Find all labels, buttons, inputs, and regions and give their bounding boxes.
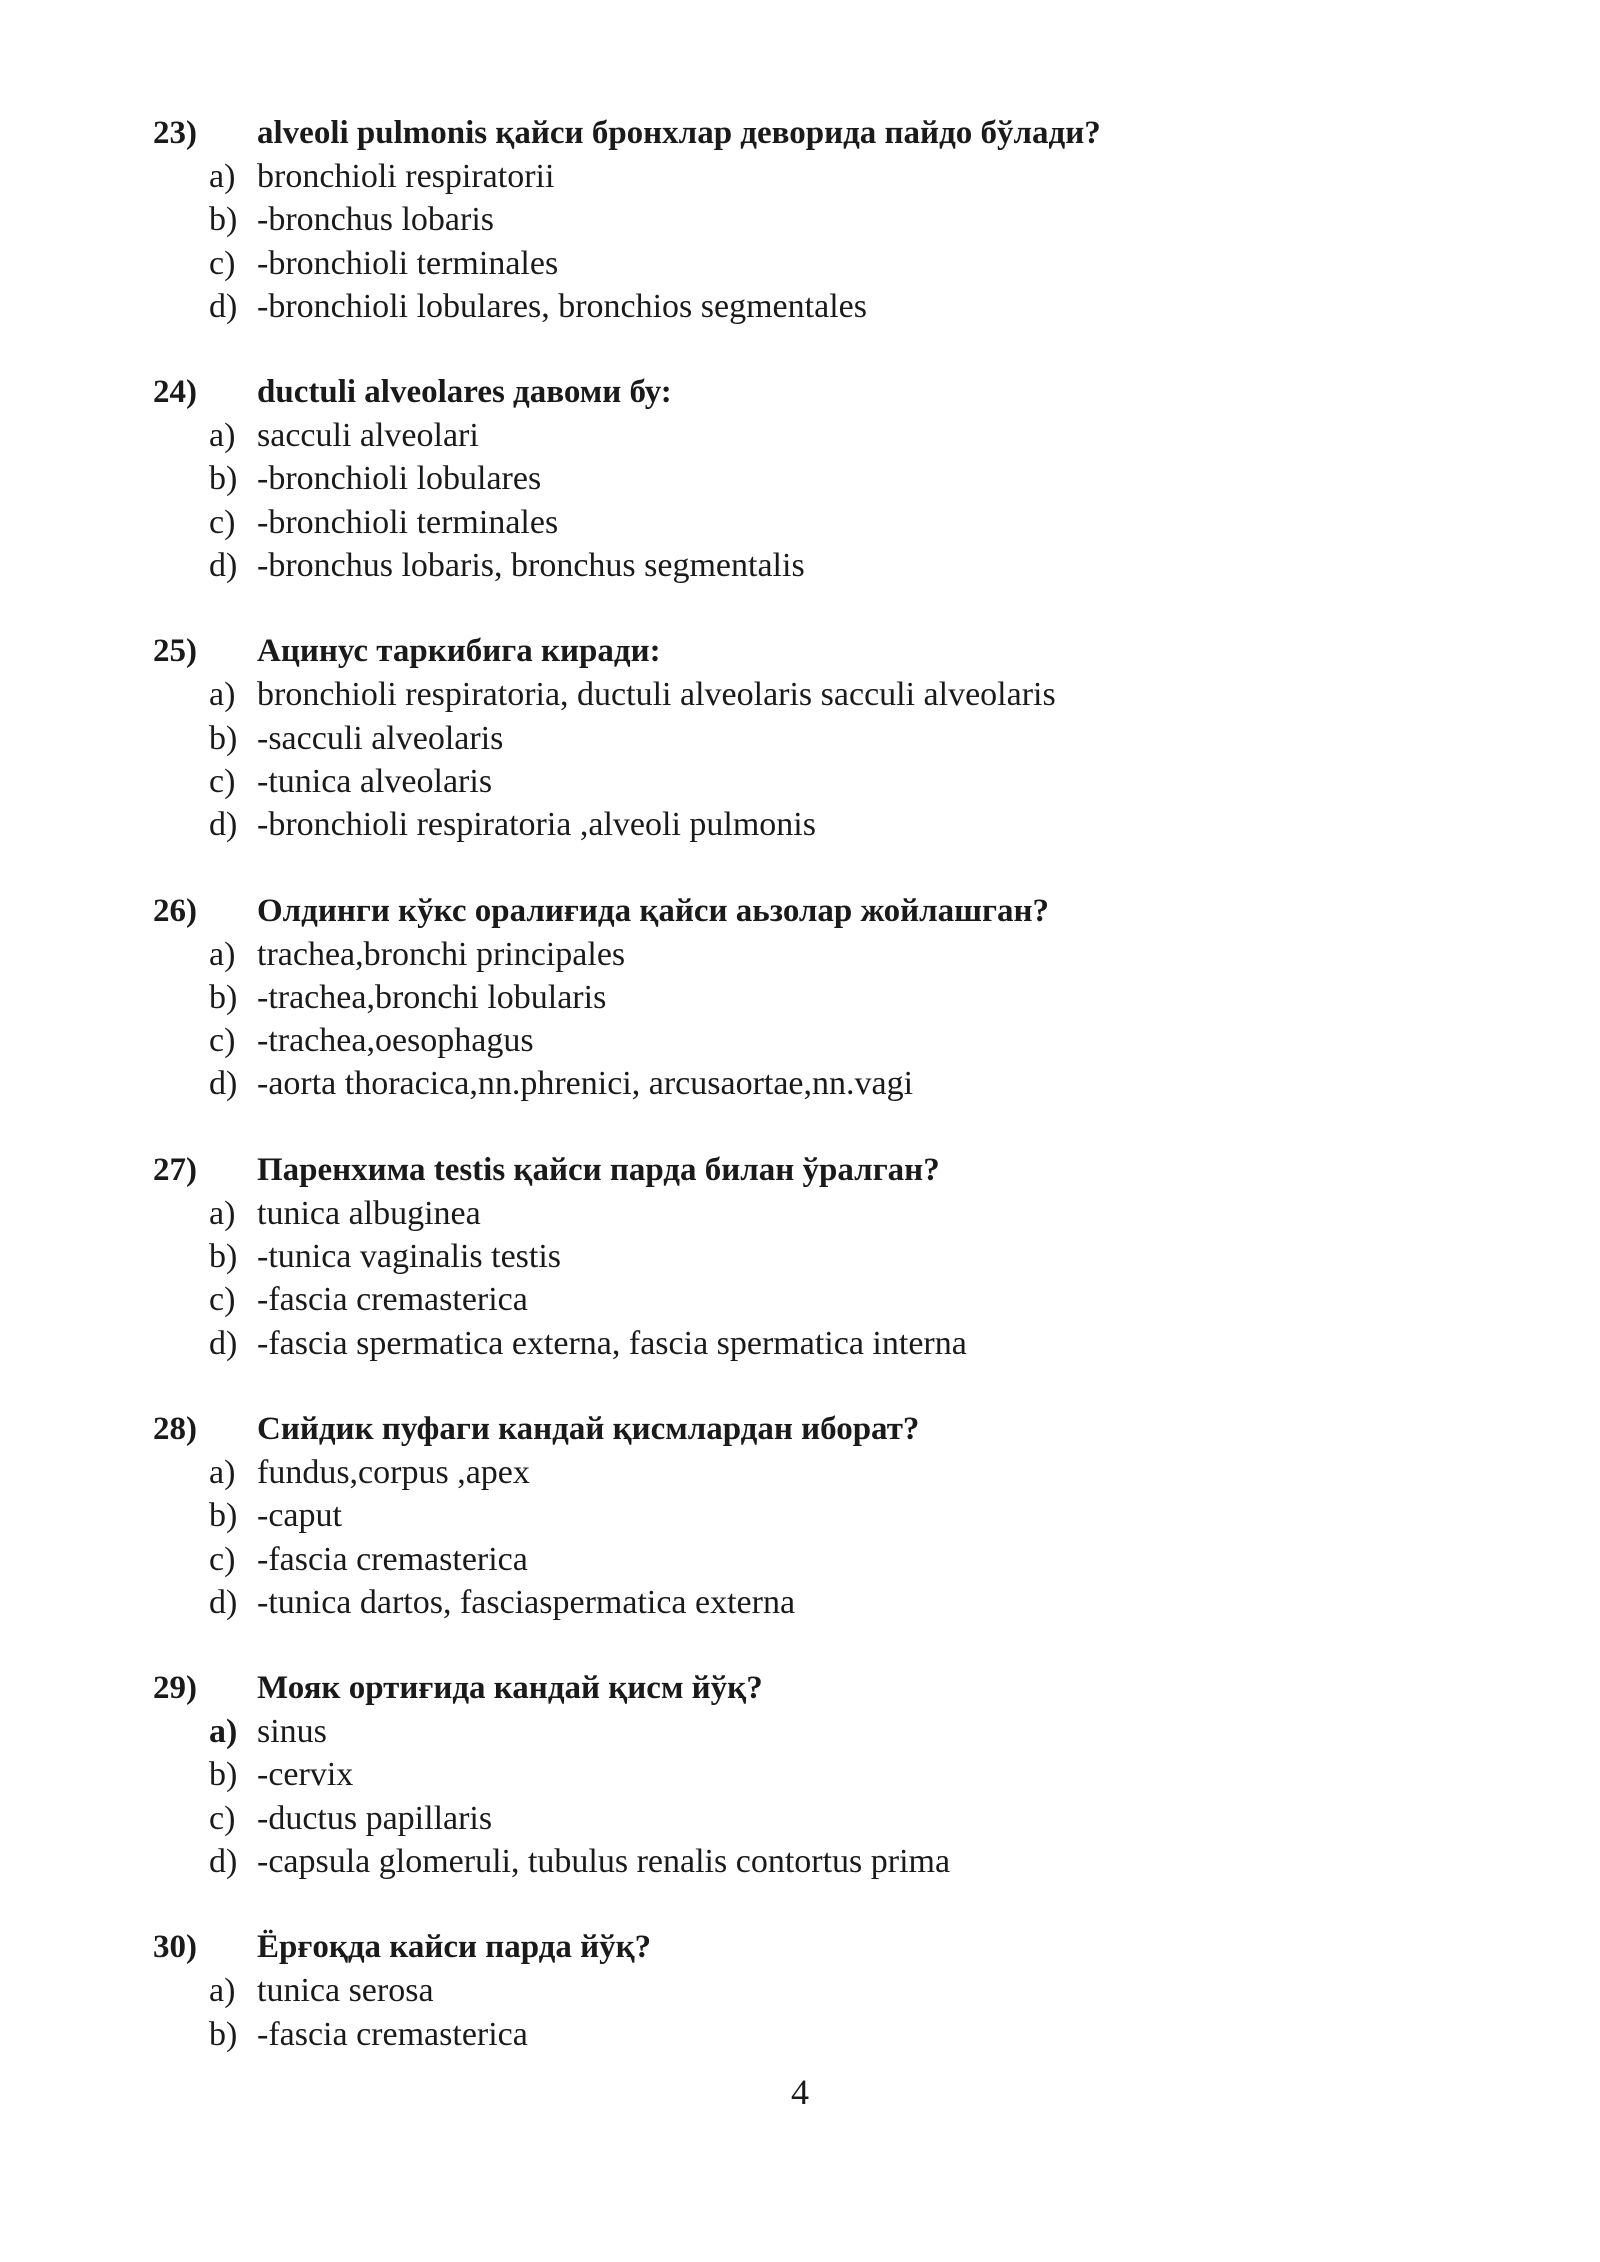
- answer-option: [153, 457, 1453, 500]
- option-text: -cervix: [257, 1756, 354, 1794]
- option-text: -trachea,bronchi lobularis: [257, 978, 607, 1016]
- option-text: bronchioli respiratoria, ductuli alveolaris sacculi alveolaris: [257, 676, 1056, 714]
- question-text: ductuli alveolares давоми бу:: [257, 374, 672, 411]
- option-letter: d): [209, 1065, 238, 1103]
- option-text: fundus,corpus ,apex: [257, 1453, 530, 1491]
- answer-option: [153, 717, 1453, 760]
- option-text: -fascia cremasterica: [257, 1540, 528, 1578]
- option-letter: d): [209, 1843, 238, 1881]
- question-heading: [153, 1149, 1453, 1192]
- question-block: [153, 1926, 1453, 2056]
- option-text: -fascia spermatica externa, fascia spermatica interna: [257, 1324, 967, 1362]
- option-letter: d): [209, 1324, 238, 1362]
- option-letter: c): [209, 1022, 236, 1060]
- answer-option: [153, 1019, 1453, 1062]
- option-letter: a): [209, 1713, 238, 1751]
- answer-option: [153, 1062, 1453, 1105]
- option-letter: a): [209, 1972, 236, 2010]
- option-text: -bronchus lobaris: [257, 201, 495, 239]
- option-text: -tunica dartos, fasciaspermatica externa: [257, 1583, 796, 1621]
- option-text: -fascia cremasterica: [257, 1281, 528, 1319]
- option-letter: b): [209, 1497, 238, 1535]
- question-text: Мояк ортиғида кандай қисм йўқ?: [257, 1670, 763, 1707]
- answer-option: [153, 155, 1453, 198]
- answer-option: [153, 1322, 1453, 1365]
- question-text: Ёрғоқда кайси парда йўқ?: [257, 1929, 652, 1966]
- option-letter: c): [209, 1799, 236, 1837]
- option-letter: d): [209, 287, 238, 325]
- answer-option: [153, 673, 1453, 716]
- option-text: -bronchioli lobulares: [257, 460, 542, 498]
- option-letter: b): [209, 2015, 238, 2053]
- option-letter: b): [209, 1238, 238, 1276]
- option-letter: b): [209, 460, 238, 498]
- option-letter: d): [209, 806, 238, 844]
- answer-option: [153, 2013, 1453, 2056]
- option-text: tunica serosa: [257, 1972, 434, 2010]
- option-text: -bronchioli terminales: [257, 503, 559, 541]
- question-list: [153, 112, 1453, 2099]
- option-letter: c): [209, 762, 236, 800]
- answer-option: [153, 1192, 1453, 1235]
- option-letter: c): [209, 1540, 236, 1578]
- answer-option: [153, 544, 1453, 587]
- answer-option: [153, 933, 1453, 976]
- option-letter: a): [209, 1194, 236, 1232]
- question-text: Ацинус таркибига киради:: [257, 633, 661, 670]
- answer-option: [153, 1235, 1453, 1278]
- option-letter: c): [209, 244, 236, 282]
- answer-option: [153, 1494, 1453, 1537]
- option-text: -tunica vaginalis testis: [257, 1238, 562, 1276]
- answer-option: [153, 1840, 1453, 1883]
- option-text: -bronchus lobaris, bronchus segmentalis: [257, 547, 805, 585]
- option-text: -bronchioli terminales: [257, 244, 559, 282]
- option-letter: c): [209, 503, 236, 541]
- question-heading: [153, 371, 1453, 414]
- question-number: 28): [153, 1410, 197, 1447]
- option-letter: b): [209, 978, 238, 1016]
- option-text: -bronchioli lobulares, bronchios segmentales: [257, 287, 867, 325]
- question-heading: [153, 1926, 1453, 1969]
- question-heading: [153, 112, 1453, 155]
- answer-option: [153, 1538, 1453, 1581]
- option-letter: b): [209, 719, 238, 757]
- answer-option: [153, 1451, 1453, 1494]
- option-text: tunica albuginea: [257, 1194, 481, 1232]
- answer-option: [153, 760, 1453, 803]
- question-block: [153, 1667, 1453, 1883]
- answer-option: [153, 1710, 1453, 1753]
- option-text: -trachea,oesophagus: [257, 1022, 534, 1060]
- question-number: 29): [153, 1670, 197, 1707]
- option-letter: c): [209, 1281, 236, 1319]
- option-letter: b): [209, 201, 238, 239]
- option-letter: a): [209, 1453, 236, 1491]
- question-text: alveoli pulmonis қайси бронхлар деворида пайдо бўлади?: [257, 115, 1101, 151]
- answer-option: [153, 976, 1453, 1019]
- answer-option: [153, 803, 1453, 846]
- option-text: -bronchioli respiratoria ,alveoli pulmonis: [257, 806, 816, 844]
- option-letter: a): [209, 935, 236, 973]
- option-letter: d): [209, 1583, 238, 1621]
- question-block: [153, 630, 1453, 846]
- answer-option: [153, 1581, 1453, 1624]
- question-block: [153, 112, 1453, 328]
- answer-option: [153, 1753, 1453, 1796]
- question-heading: [153, 890, 1453, 933]
- option-text: -aorta thoracica,nn.phrenici, arcusaortae,nn.vagi: [257, 1065, 914, 1103]
- question-block: [153, 371, 1453, 587]
- question-heading: [153, 1408, 1453, 1451]
- option-text: trachea,bronchi principales: [257, 935, 626, 973]
- option-text: -tunica alveolaris: [257, 762, 493, 800]
- answer-option: [153, 198, 1453, 241]
- option-text: sinus: [257, 1713, 327, 1751]
- question-heading: [153, 630, 1453, 673]
- answer-option: [153, 414, 1453, 457]
- question-number: 24): [153, 374, 197, 411]
- option-letter: a): [209, 417, 236, 455]
- question-block: [153, 1149, 1453, 1365]
- answer-option: [153, 285, 1453, 328]
- question-text: Олдинги кўкс оралиғида қайси аьзолар жойлашган?: [257, 892, 1049, 929]
- page-number: 4: [791, 2072, 809, 2112]
- option-letter: a): [209, 158, 236, 195]
- question-block: [153, 890, 1453, 1106]
- question-text: Паренхима testis қайси парда билан ўралган?: [257, 1151, 940, 1188]
- question-heading: [153, 1667, 1453, 1710]
- option-text: -sacculi alveolaris: [257, 719, 504, 757]
- option-text: bronchioli respiratorii: [257, 158, 555, 195]
- option-text: sacculi alveolari: [257, 417, 479, 455]
- question-number: 25): [153, 633, 197, 670]
- option-letter: b): [209, 1756, 238, 1794]
- question-number: 26): [153, 892, 197, 929]
- option-text: -capsula glomeruli, tubulus renalis contortus prima: [257, 1843, 951, 1881]
- answer-option: [153, 242, 1453, 285]
- question-number: 23): [153, 115, 197, 151]
- answer-option: [153, 1969, 1453, 2012]
- question-block: [153, 1408, 1453, 1624]
- option-letter: d): [209, 547, 238, 585]
- option-letter: a): [209, 676, 236, 714]
- answer-option: [153, 501, 1453, 544]
- option-text: -ductus papillaris: [257, 1799, 493, 1837]
- question-number: 27): [153, 1151, 197, 1188]
- answer-option: [153, 1278, 1453, 1321]
- option-text: -fascia cremasterica: [257, 2015, 528, 2053]
- question-number: 30): [153, 1929, 197, 1966]
- answer-option: [153, 1797, 1453, 1840]
- option-text: -caput: [257, 1497, 342, 1535]
- question-text: Сийдик пуфаги кандай қисмлардан иборат?: [257, 1410, 920, 1447]
